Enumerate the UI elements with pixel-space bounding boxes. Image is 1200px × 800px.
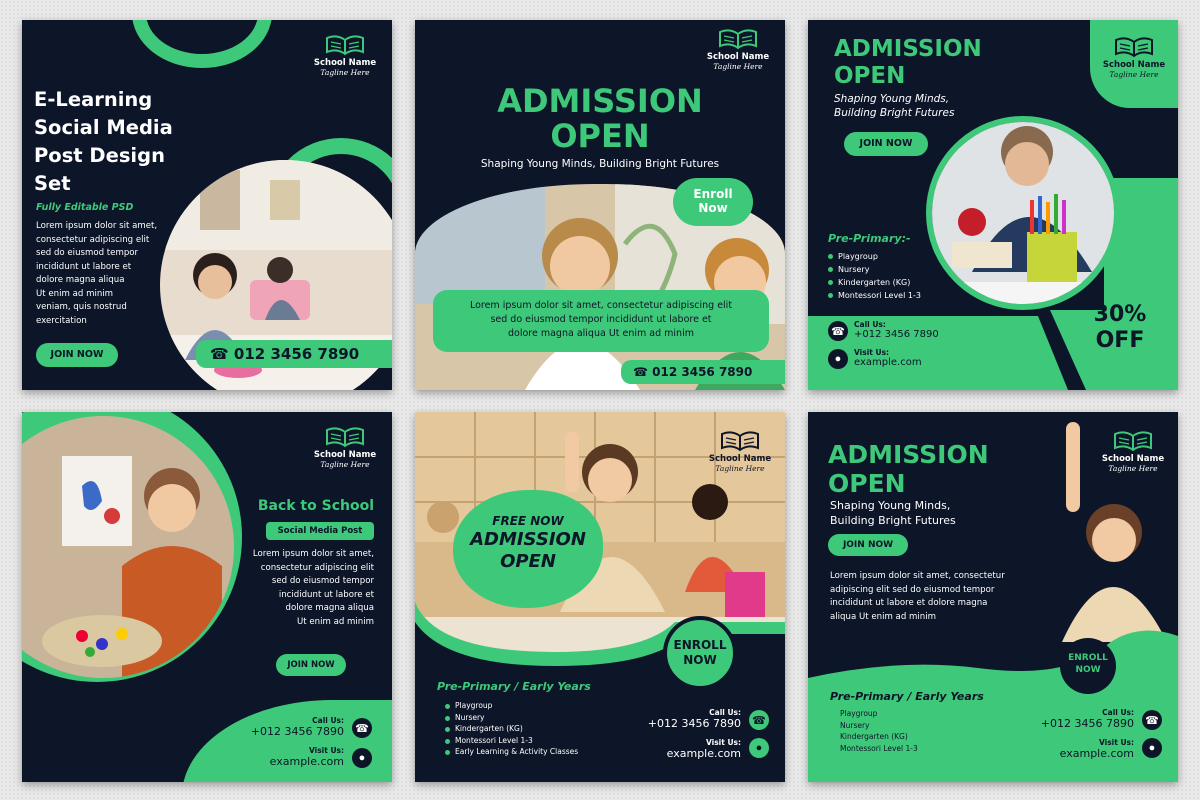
visit-label: Visit Us: bbox=[308, 746, 344, 755]
info-box bbox=[433, 290, 769, 352]
post-card-free-admission bbox=[415, 412, 785, 782]
list-item: Kindergarten (KG) bbox=[830, 731, 918, 743]
phone-number: +012 3456 7890 bbox=[854, 329, 939, 340]
school-logo bbox=[300, 424, 390, 469]
now-label: Now bbox=[698, 201, 728, 215]
phone-number: +012 3456 7890 bbox=[647, 717, 741, 730]
tagline: Shaping Young Minds, Building Bright Futures bbox=[480, 158, 720, 170]
list-title: Pre-Primary / Early Years bbox=[437, 680, 591, 693]
free-now-label: FREE NOW bbox=[492, 514, 564, 528]
globe-icon[interactable]: ● bbox=[828, 349, 848, 369]
open-book-icon bbox=[718, 428, 762, 454]
phone-number: 012 3456 7890 bbox=[652, 365, 753, 379]
list-title: Pre-Primary:- bbox=[828, 232, 911, 245]
body-line: Ut enim ad minim bbox=[36, 288, 114, 299]
school-name: School Name bbox=[1101, 454, 1165, 464]
school-tagline: Tagline Here bbox=[713, 62, 763, 71]
post-card-admission-enroll bbox=[415, 20, 785, 390]
title-line: Social Media bbox=[34, 116, 173, 139]
enroll-now-button[interactable] bbox=[1060, 638, 1116, 694]
list-title: Pre-Primary / Early Years bbox=[830, 690, 984, 703]
school-name: School Name bbox=[313, 450, 377, 460]
body-line: dolore magna aliqua Ut enim ad minim bbox=[508, 328, 694, 339]
school-logo bbox=[1090, 34, 1178, 79]
call-label: Call Us: bbox=[312, 716, 344, 725]
title-line: E-Learning bbox=[34, 88, 153, 111]
list-item: Early Learning & Activity Classes bbox=[445, 746, 578, 758]
now-label: NOW bbox=[1075, 665, 1101, 675]
post-card-back-to-school bbox=[22, 412, 392, 782]
body-line: Lorem ipsum dolor sit amet, bbox=[36, 221, 158, 231]
title-line: Set bbox=[34, 172, 71, 195]
body-line: veniam, quis nostrud bbox=[36, 302, 127, 312]
body-line: adipiscing elit sed do eiusmod tempor bbox=[830, 584, 995, 595]
body-line: Lorem ipsum dolor sit amet, consectetur adipiscing elit bbox=[469, 300, 733, 311]
admission-heading: ADMISSION bbox=[828, 440, 989, 469]
school-tagline: Tagline Here bbox=[715, 464, 765, 473]
boy-with-pencils-photo bbox=[932, 122, 1114, 304]
tagline-line: Building Bright Futures bbox=[830, 514, 956, 527]
phone-number: +012 3456 7890 bbox=[250, 725, 344, 738]
open-heading: OPEN bbox=[828, 469, 906, 498]
call-label: Call Us: bbox=[1102, 708, 1134, 717]
enroll-label: Enroll bbox=[693, 187, 733, 201]
open-heading: OPEN bbox=[500, 551, 556, 572]
call-label: Call Us: bbox=[709, 708, 741, 717]
social-media-post-badge: Social Media Post bbox=[266, 522, 374, 540]
enroll-now-button[interactable] bbox=[673, 178, 753, 226]
list-item: Playgroup bbox=[445, 700, 578, 712]
phone-number: 012 3456 7890 bbox=[233, 345, 360, 363]
globe-icon[interactable]: ● bbox=[352, 748, 372, 768]
open-heading: OPEN bbox=[550, 117, 650, 155]
school-tagline: Tagline Here bbox=[320, 68, 370, 77]
open-book-icon bbox=[1112, 34, 1156, 60]
school-logo bbox=[695, 428, 785, 473]
call-label: Call Us: bbox=[854, 320, 886, 329]
open-book-icon bbox=[323, 424, 367, 450]
phone-number: +012 3456 7890 bbox=[1040, 717, 1134, 730]
school-name: School Name bbox=[706, 52, 770, 62]
open-book-icon bbox=[323, 32, 367, 58]
body-line: incididunt ut labore et dolore magna bbox=[830, 598, 988, 608]
decor-bottom-shape bbox=[182, 700, 392, 782]
admission-heading: ADMISSION bbox=[834, 36, 982, 62]
body-line: sed do eiusmod tempor bbox=[36, 248, 139, 258]
website[interactable]: example.com bbox=[854, 357, 922, 368]
list-item: Montessori Level 1-3 bbox=[445, 735, 578, 747]
list-item: Kindergarten (KG) bbox=[828, 276, 921, 289]
photo-ring bbox=[926, 116, 1120, 310]
post-card-admission-offer bbox=[808, 20, 1178, 390]
body-line: consectetur adipiscing elit bbox=[36, 234, 150, 245]
post-card-admission-raised-hand bbox=[808, 412, 1178, 782]
body-line: sed do eiusmod tempor incididunt ut labore et bbox=[490, 314, 712, 325]
program-list bbox=[830, 708, 918, 754]
website[interactable]: example.com bbox=[269, 755, 344, 768]
school-logo bbox=[693, 26, 783, 71]
phone-icon[interactable]: ☎ bbox=[828, 321, 848, 341]
post-card-elearning bbox=[22, 20, 392, 390]
visit-label: Visit Us: bbox=[1098, 738, 1134, 747]
visit-label: Visit Us: bbox=[705, 738, 741, 747]
list-item: Nursery bbox=[828, 263, 921, 276]
list-item: Montessori Level 1-3 bbox=[828, 289, 921, 302]
body-line: incididunt ut labore et bbox=[36, 261, 132, 272]
phone-bar bbox=[196, 340, 392, 368]
body-line: dolore magna aliqua bbox=[285, 603, 374, 613]
admission-heading: ADMISSION bbox=[497, 82, 703, 120]
body-line: sed do eiusmod tempor bbox=[271, 576, 374, 586]
join-now-button[interactable]: JOIN NOW bbox=[844, 132, 928, 156]
tagline-line: Shaping Young Minds, bbox=[834, 93, 950, 105]
enroll-now-button[interactable] bbox=[663, 616, 737, 690]
program-list bbox=[445, 700, 578, 758]
school-tagline: Tagline Here bbox=[320, 460, 370, 469]
back-to-school-heading: Back to School bbox=[257, 498, 374, 514]
school-logo bbox=[300, 32, 390, 77]
open-heading: OPEN bbox=[834, 63, 906, 89]
body-line: Lorem ipsum dolor sit amet, bbox=[252, 549, 374, 559]
school-tagline: Tagline Here bbox=[1108, 464, 1158, 473]
visit-label: Visit Us: bbox=[854, 348, 890, 357]
tagline-line: Shaping Young Minds, bbox=[830, 499, 951, 512]
join-now-button[interactable]: JOIN NOW bbox=[828, 534, 908, 556]
decor-ring-top bbox=[132, 20, 272, 68]
list-item: Playgroup bbox=[830, 708, 918, 720]
list-item: Playgroup bbox=[828, 250, 921, 263]
school-name: School Name bbox=[313, 58, 377, 68]
tagline-line: Building Bright Futures bbox=[834, 107, 955, 119]
list-item: Nursery bbox=[830, 720, 918, 732]
discount-off: OFF bbox=[1095, 328, 1145, 353]
title-line: Post Design bbox=[34, 144, 165, 167]
body-line: dolore magna aliqua bbox=[36, 275, 125, 285]
open-book-icon bbox=[1111, 428, 1155, 454]
body-line: exercitation bbox=[36, 315, 87, 326]
subtitle: Fully Editable PSD bbox=[36, 202, 134, 213]
school-tagline: Tagline Here bbox=[1109, 70, 1159, 79]
website[interactable]: example.com bbox=[666, 747, 741, 760]
admission-heading: ADMISSION bbox=[470, 529, 586, 550]
now-label: NOW bbox=[683, 653, 717, 667]
school-name: School Name bbox=[1102, 60, 1166, 70]
phone-icon[interactable]: ☎ bbox=[749, 710, 769, 730]
school-logo bbox=[1088, 428, 1178, 473]
body-line: Ut enim ad minim bbox=[296, 616, 374, 627]
phone-icon: ☎ bbox=[633, 365, 648, 379]
discount-percent: 30% bbox=[1093, 302, 1147, 327]
phone-icon[interactable]: ☎ bbox=[1142, 710, 1162, 730]
globe-icon[interactable]: ● bbox=[749, 738, 769, 758]
body-line: consectetur adipiscing elit bbox=[260, 562, 374, 573]
list-item: Nursery bbox=[445, 712, 578, 724]
globe-icon[interactable]: ● bbox=[1142, 738, 1162, 758]
school-name: School Name bbox=[708, 454, 772, 464]
list-item: Kindergarten (KG) bbox=[445, 723, 578, 735]
body-line: Lorem ipsum dolor sit amet, consectetur bbox=[830, 571, 1005, 581]
phone-icon[interactable]: ☎ bbox=[352, 718, 372, 738]
body-line: incididunt ut labore et bbox=[278, 589, 374, 600]
body-line: aliqua Ut enim ad minim bbox=[830, 611, 936, 622]
join-now-button[interactable]: JOIN NOW bbox=[36, 343, 118, 367]
program-list bbox=[828, 250, 921, 302]
website[interactable]: example.com bbox=[1059, 747, 1134, 760]
phone-icon: ☎ bbox=[210, 345, 229, 363]
join-now-button[interactable]: JOIN NOW bbox=[276, 654, 346, 676]
phone-bar bbox=[621, 360, 785, 384]
list-item: Montessori Level 1-3 bbox=[830, 743, 918, 755]
open-book-icon bbox=[716, 26, 760, 52]
enroll-label: ENROLL bbox=[673, 638, 727, 652]
enroll-label: ENROLL bbox=[1068, 653, 1108, 663]
